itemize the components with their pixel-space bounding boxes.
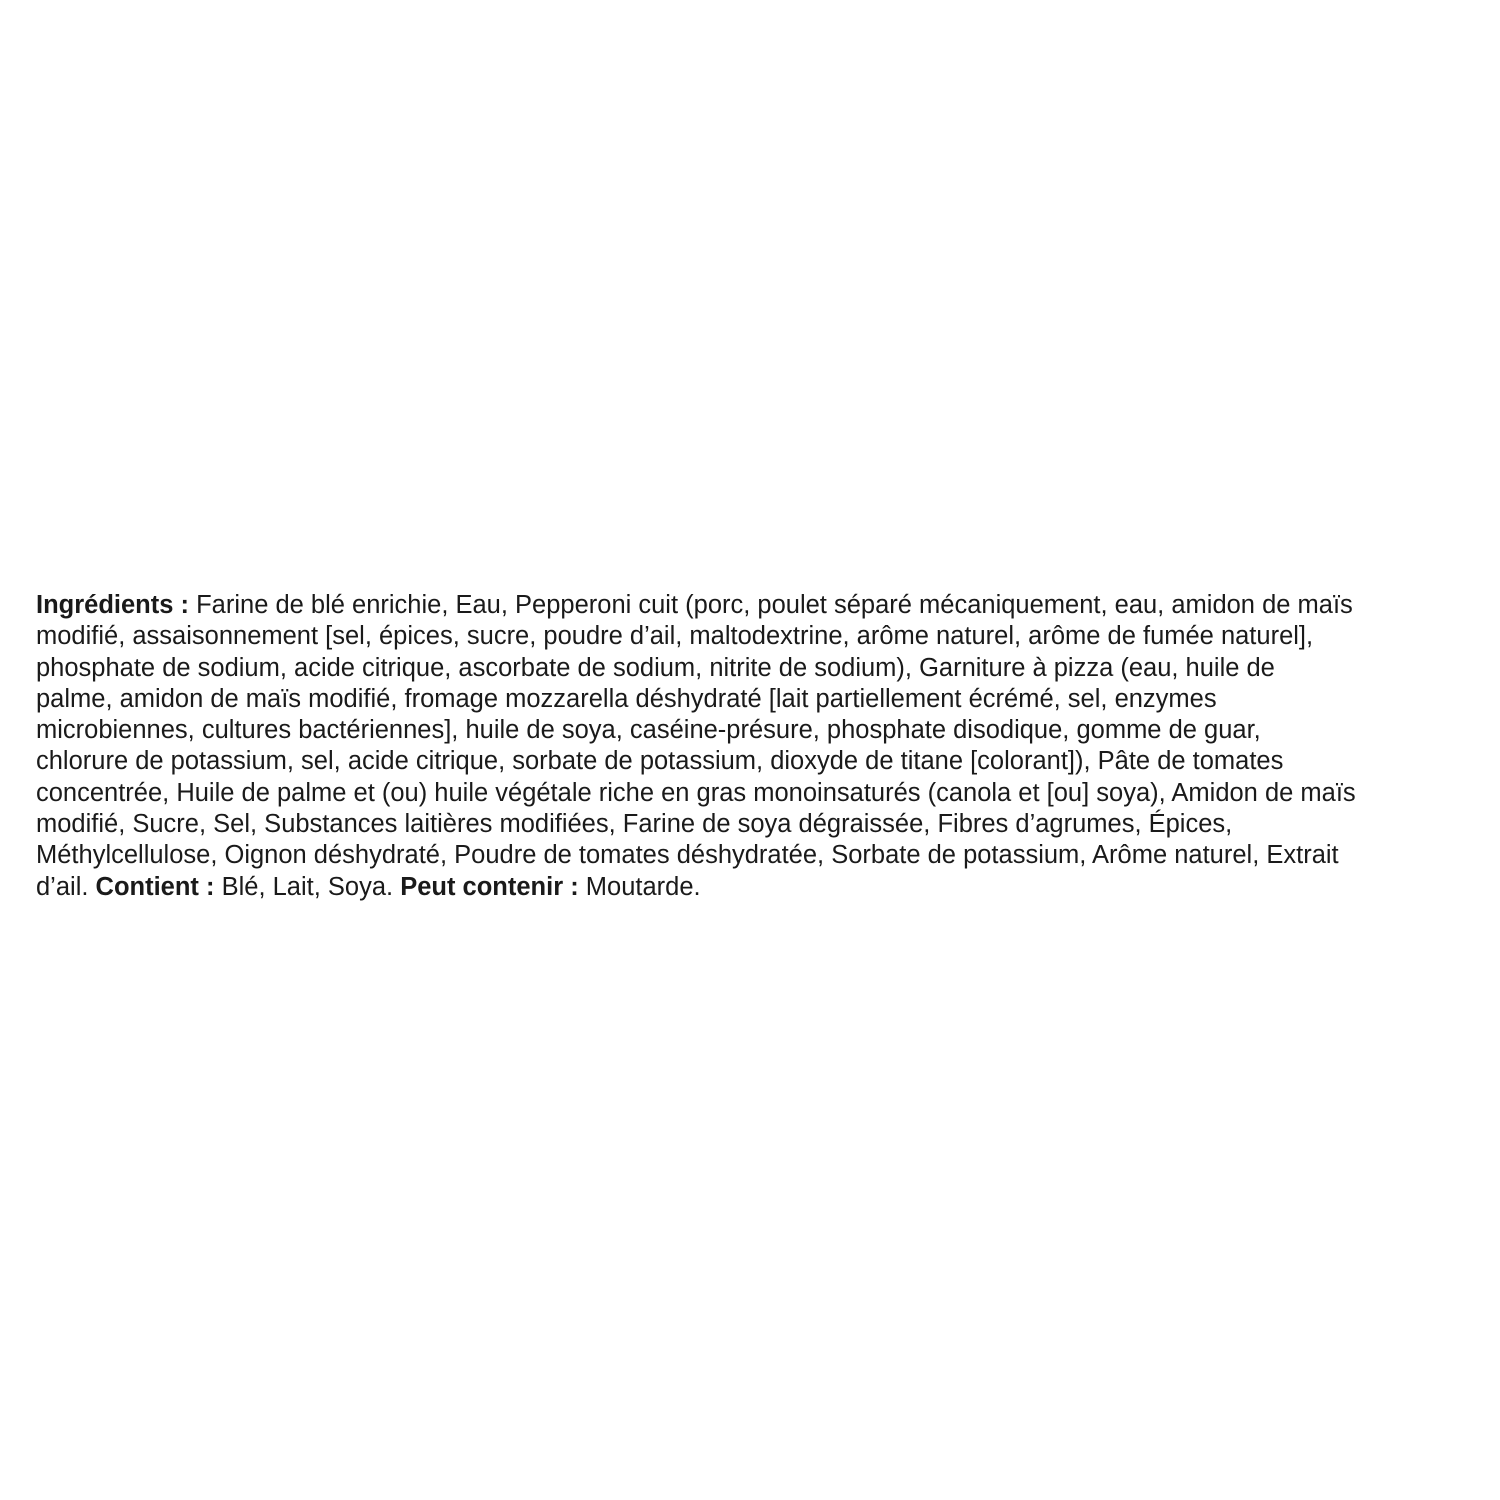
contains-label: Contient : — [95, 872, 215, 901]
ingredients-text-end: d’ail. — [36, 872, 96, 901]
ingredients-heading: Ingrédients : — [36, 591, 190, 619]
ingredients-line-5: microbiennes, cultures bactériennes], huile de soya, caséine-présure, phosphate disodique, gomme de guar, — [36, 716, 1261, 745]
ingredients-line-3: phosphate de sodium, acide citrique, ascorbate de sodium, nitrite de sodium), Garniture à pizza (eau, huile de — [36, 653, 1275, 682]
ingredients-line-8: modifié, Sucre, Sel, Substances laitières modifiées, Farine de soya dégraissée, Fibres d’agrumes, Épices, — [36, 810, 1233, 839]
ingredients-text: Farine de blé enrichie, Eau, Pepperoni cuit (porc, poulet séparé mécaniquement, eau, amidon de maïs — [189, 591, 1353, 619]
ingredients-line-6: chlorure de potassium, sel, acide citrique, sorbate de potassium, dioxyde de titane [colorant]), Pâte de tomates — [36, 747, 1284, 776]
ingredients-line-10 — [36, 872, 1476, 903]
contains-value: Blé, Lait, Soya. — [214, 872, 401, 901]
ingredients-line-9: Méthylcellulose, Oignon déshydraté, Poudre de tomates déshydratée, Sorbate de potassium, Arôme naturel, Extrait — [36, 841, 1339, 870]
may-contain-label: Peut contenir : — [400, 872, 579, 901]
may-contain-value: Moutarde. — [578, 872, 701, 901]
ingredients-panel — [36, 590, 1476, 903]
ingredients-line-7: concentrée, Huile de palme et (ou) huile végétale riche en gras monoinsaturés (canola et [ou] soya), Amidon de maïs — [36, 778, 1356, 807]
ingredients-line-4: palme, amidon de maïs modifié, fromage mozzarella déshydraté [lait partiellement écrémé, sel, enzymes — [36, 684, 1217, 713]
ingredients-line-2: modifié, assaisonnement [sel, épices, sucre, poudre d’ail, maltodextrine, arôme naturel, arôme de fumée naturel], — [36, 622, 1314, 651]
ingredients-line-1 — [36, 590, 1476, 621]
